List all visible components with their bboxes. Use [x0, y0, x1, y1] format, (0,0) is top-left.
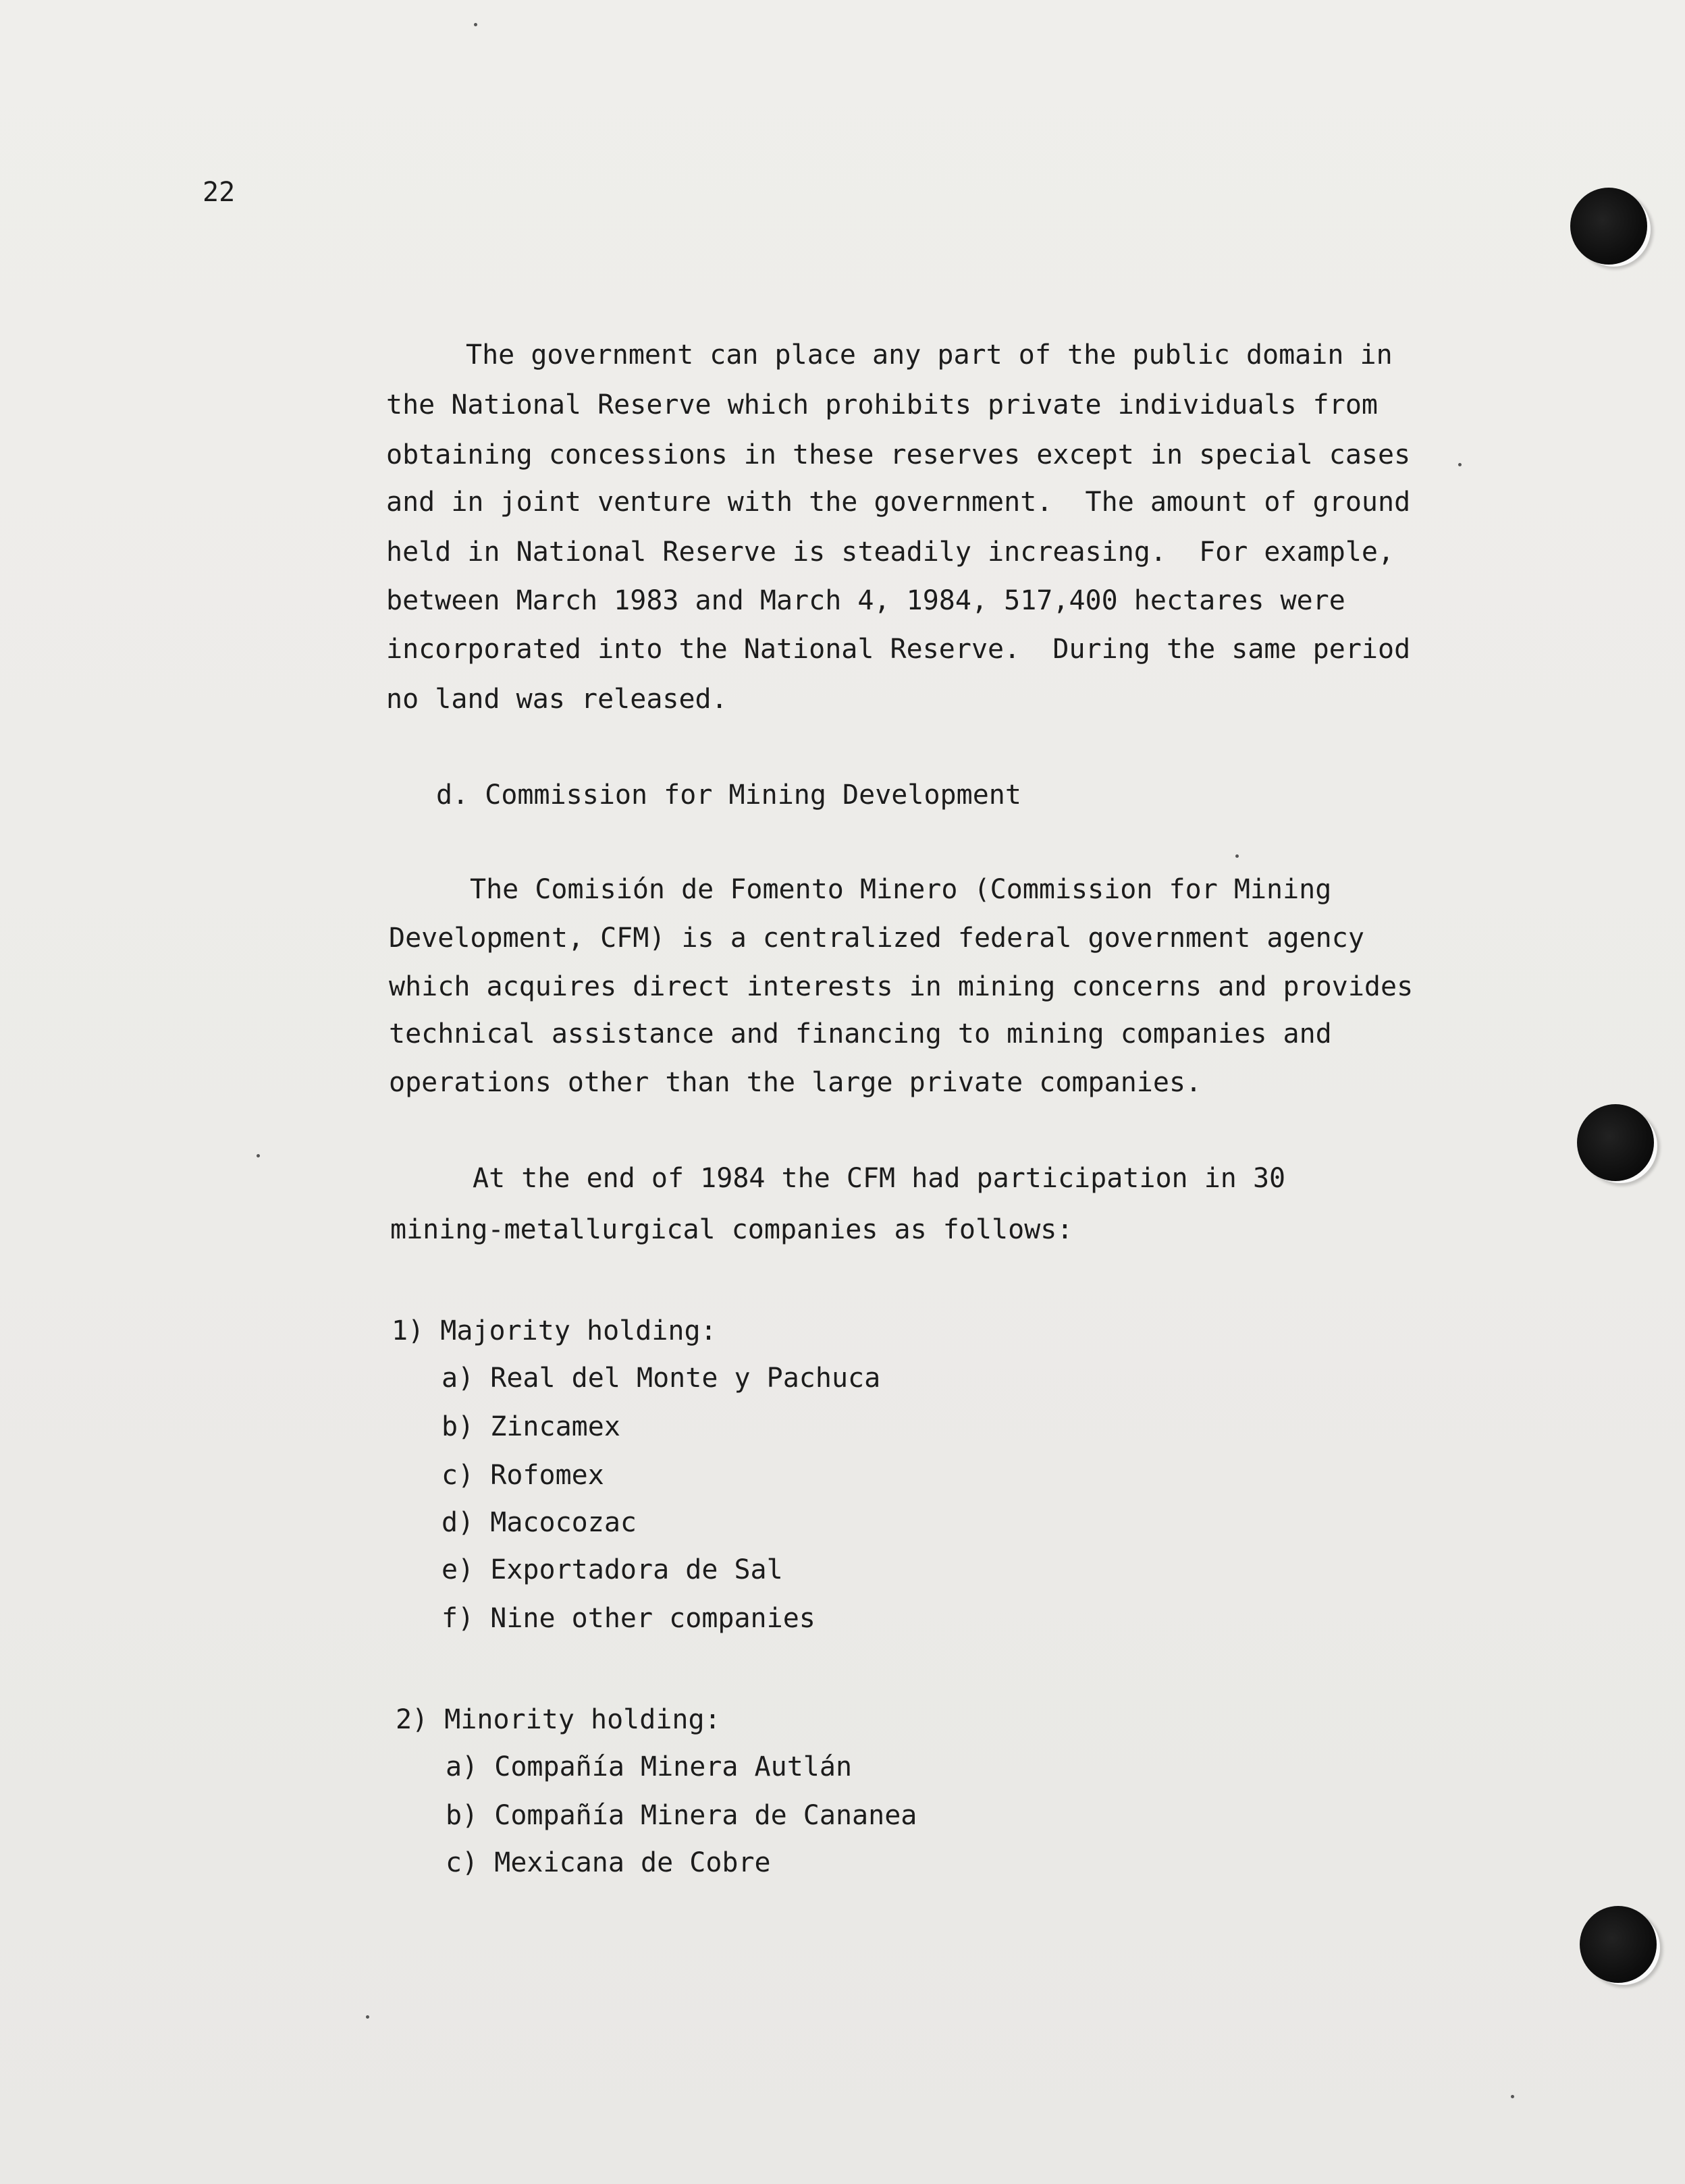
paragraph3-line: At the end of 1984 the CFM had participation in 30 — [473, 1163, 1286, 1194]
list1-item: c) Rofomex — [442, 1460, 604, 1491]
binder-hole — [1580, 1906, 1657, 1983]
scan-speck — [1511, 2095, 1514, 2098]
paragraph1-line: between March 1983 and March 4, 1984, 517,400 hectares were — [386, 585, 1345, 616]
scan-speck — [257, 1154, 260, 1157]
list2-heading: 2) Minority holding: — [396, 1704, 721, 1735]
paragraph1-line: incorporated into the National Reserve. During the same period — [386, 634, 1411, 665]
list1-item: d) Macocozac — [442, 1507, 637, 1538]
list1-item: a) Real del Monte y Pachuca — [442, 1363, 881, 1394]
paragraph1-line: the National Reserve which prohibits private individuals from — [386, 389, 1379, 420]
paragraph3-line: mining-metallurgical companies as follows: — [390, 1214, 1073, 1245]
list1-item: e) Exportadora de Sal — [442, 1554, 783, 1585]
list1-heading: 1) Majority holding: — [392, 1315, 717, 1346]
paragraph2-line: The Comisión de Fomento Minero (Commission for Mining — [470, 874, 1332, 905]
paragraph2-line: technical assistance and financing to mining companies and — [389, 1018, 1332, 1049]
binder-hole — [1570, 188, 1647, 265]
scan-speck — [1458, 463, 1462, 466]
list2-item: a) Compañía Minera Autlán — [446, 1751, 853, 1782]
paragraph1-line: held in National Reserve is steadily increasing. For example, — [386, 537, 1395, 568]
scan-speck — [1235, 854, 1239, 858]
list2-item: c) Mexicana de Cobre — [446, 1847, 771, 1878]
section-heading: d. Commission for Mining Development — [436, 780, 1021, 811]
paragraph1-line: and in joint venture with the government. The amount of ground — [386, 487, 1411, 518]
paragraph2-line: Development, CFM) is a centralized federal government agency — [389, 923, 1364, 954]
paragraph2-line: which acquires direct interests in mining concerns and provides — [389, 971, 1414, 1002]
page-number: 22 — [203, 177, 236, 208]
scan-speck — [366, 2015, 369, 2019]
list1-item: b) Zincamex — [442, 1411, 620, 1442]
paragraph1-line: obtaining concessions in these reserves except in special cases — [386, 439, 1411, 470]
paragraph2-line: operations other than the large private companies. — [389, 1067, 1202, 1098]
list2-item: b) Compañía Minera de Cananea — [446, 1800, 917, 1831]
list1-item: f) Nine other companies — [442, 1603, 815, 1634]
paragraph1-line: no land was released. — [386, 684, 728, 715]
scan-speck — [474, 23, 477, 26]
binder-hole — [1577, 1104, 1654, 1181]
paragraph1-line: The government can place any part of the public domain in — [466, 339, 1393, 371]
